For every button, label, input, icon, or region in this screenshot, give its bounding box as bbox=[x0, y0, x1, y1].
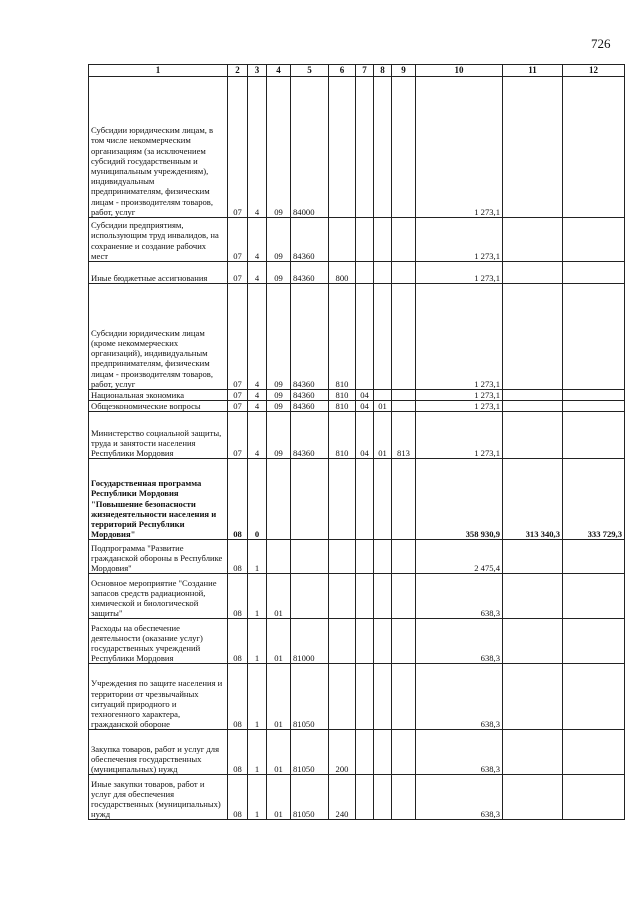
cell-col-5: 84000 bbox=[291, 77, 329, 218]
cell-col-2: 07 bbox=[228, 412, 248, 459]
cell-col-8 bbox=[374, 262, 392, 284]
cell-col-10: 638,3 bbox=[416, 574, 503, 619]
cell-col-9: 813 bbox=[392, 412, 416, 459]
column-header-5: 5 bbox=[291, 65, 329, 77]
column-header-9: 9 bbox=[392, 65, 416, 77]
cell-col-4: 09 bbox=[267, 412, 291, 459]
cell-col-3: 1 bbox=[248, 730, 267, 775]
row-name-cell: Национальная экономика bbox=[89, 390, 228, 401]
cell-col-11: 313 340,3 bbox=[503, 459, 563, 540]
cell-col-12 bbox=[563, 664, 625, 730]
cell-col-8: 01 bbox=[374, 401, 392, 412]
cell-col-2: 08 bbox=[228, 574, 248, 619]
cell-col-4: 09 bbox=[267, 401, 291, 412]
cell-col-5: 84360 bbox=[291, 262, 329, 284]
row-name-cell: Подпрограмма "Развитие гражданской обороны в Республике Мордовия" bbox=[89, 540, 228, 574]
cell-col-8 bbox=[374, 390, 392, 401]
row-name-cell: Министерство социальной защиты, труда и занятости населения Республики Мордовия bbox=[89, 412, 228, 459]
cell-col-7 bbox=[356, 262, 374, 284]
cell-col-11 bbox=[503, 619, 563, 664]
cell-col-6: 200 bbox=[329, 730, 356, 775]
table-row bbox=[89, 284, 625, 390]
cell-col-5: 81050 bbox=[291, 775, 329, 820]
cell-col-8 bbox=[374, 540, 392, 574]
cell-col-8 bbox=[374, 619, 392, 664]
cell-col-7 bbox=[356, 775, 374, 820]
cell-col-10: 2 475,4 bbox=[416, 540, 503, 574]
column-header-12: 12 bbox=[563, 65, 625, 77]
cell-col-9 bbox=[392, 619, 416, 664]
cell-col-2: 08 bbox=[228, 775, 248, 820]
cell-col-3: 1 bbox=[248, 540, 267, 574]
table-row bbox=[89, 218, 625, 262]
table-row bbox=[89, 77, 625, 218]
cell-col-12: 333 729,3 bbox=[563, 459, 625, 540]
cell-col-12 bbox=[563, 262, 625, 284]
cell-col-7 bbox=[356, 218, 374, 262]
row-name-cell: Учреждения по защите населения и территории от чрезвычайных ситуаций природного и техногенного характера, гражданской обороне bbox=[89, 664, 228, 730]
cell-col-8 bbox=[374, 775, 392, 820]
cell-col-4 bbox=[267, 459, 291, 540]
cell-col-4: 09 bbox=[267, 77, 291, 218]
cell-col-6 bbox=[329, 619, 356, 664]
cell-col-9 bbox=[392, 262, 416, 284]
cell-col-2: 07 bbox=[228, 284, 248, 390]
cell-col-7 bbox=[356, 459, 374, 540]
cell-col-9 bbox=[392, 390, 416, 401]
cell-col-8 bbox=[374, 284, 392, 390]
table-body bbox=[89, 77, 625, 820]
cell-col-2: 08 bbox=[228, 664, 248, 730]
cell-col-12 bbox=[563, 730, 625, 775]
cell-col-7 bbox=[356, 619, 374, 664]
cell-col-2: 08 bbox=[228, 730, 248, 775]
cell-col-11 bbox=[503, 284, 563, 390]
cell-col-2: 07 bbox=[228, 262, 248, 284]
cell-col-8 bbox=[374, 574, 392, 619]
cell-col-6: 810 bbox=[329, 412, 356, 459]
cell-col-6: 810 bbox=[329, 284, 356, 390]
row-name-cell: Закупка товаров, работ и услуг для обеспечения государственных (муниципальных) нужд bbox=[89, 730, 228, 775]
cell-col-6: 800 bbox=[329, 262, 356, 284]
cell-col-3: 1 bbox=[248, 775, 267, 820]
cell-col-12 bbox=[563, 390, 625, 401]
row-name-cell: Общеэкономические вопросы bbox=[89, 401, 228, 412]
cell-col-8: 01 bbox=[374, 412, 392, 459]
cell-col-6: 240 bbox=[329, 775, 356, 820]
cell-col-6 bbox=[329, 77, 356, 218]
budget-table bbox=[88, 64, 625, 820]
column-header-7: 7 bbox=[356, 65, 374, 77]
row-name-cell: Субсидии юридическим лицам (кроме некоммерческих организаций), индивидуальным предпринимателям, физическим лицам - производителям товаров, работ, услуг bbox=[89, 284, 228, 390]
cell-col-8 bbox=[374, 730, 392, 775]
cell-col-9 bbox=[392, 540, 416, 574]
cell-col-10: 1 273,1 bbox=[416, 284, 503, 390]
column-header-4: 4 bbox=[267, 65, 291, 77]
table-row bbox=[89, 412, 625, 459]
cell-col-8 bbox=[374, 77, 392, 218]
cell-col-3: 1 bbox=[248, 664, 267, 730]
cell-col-6: 810 bbox=[329, 401, 356, 412]
cell-col-4: 09 bbox=[267, 390, 291, 401]
cell-col-4: 09 bbox=[267, 284, 291, 390]
table-row bbox=[89, 574, 625, 619]
cell-col-5: 84360 bbox=[291, 218, 329, 262]
cell-col-11 bbox=[503, 262, 563, 284]
cell-col-9 bbox=[392, 284, 416, 390]
cell-col-3: 1 bbox=[248, 619, 267, 664]
cell-col-4: 01 bbox=[267, 664, 291, 730]
table-row bbox=[89, 540, 625, 574]
cell-col-8 bbox=[374, 218, 392, 262]
table-row bbox=[89, 401, 625, 412]
row-name-cell: Субсидии предприятиям, использующим труд инвалидов, на сохранение и создание рабочих мест bbox=[89, 218, 228, 262]
cell-col-9 bbox=[392, 459, 416, 540]
cell-col-6 bbox=[329, 459, 356, 540]
table-row bbox=[89, 775, 625, 820]
cell-col-5: 84360 bbox=[291, 390, 329, 401]
cell-col-12 bbox=[563, 218, 625, 262]
cell-col-10: 638,3 bbox=[416, 619, 503, 664]
cell-col-4 bbox=[267, 540, 291, 574]
column-header-1: 1 bbox=[89, 65, 228, 77]
cell-col-11 bbox=[503, 574, 563, 619]
cell-col-3: 1 bbox=[248, 574, 267, 619]
cell-col-12 bbox=[563, 775, 625, 820]
column-header-2: 2 bbox=[228, 65, 248, 77]
cell-col-5: 84360 bbox=[291, 401, 329, 412]
row-name-cell: Государственная программа Республики Мордовия "Повышение безопасности жизнедеятельности населения и территорий Республики Мордовия" bbox=[89, 459, 228, 540]
cell-col-4: 01 bbox=[267, 574, 291, 619]
cell-col-10: 638,3 bbox=[416, 664, 503, 730]
cell-col-5: 84360 bbox=[291, 412, 329, 459]
page-number: 726 bbox=[591, 36, 611, 51]
cell-col-5 bbox=[291, 574, 329, 619]
cell-col-9 bbox=[392, 218, 416, 262]
cell-col-7: 04 bbox=[356, 401, 374, 412]
row-name-cell: Иные закупки товаров, работ и услуг для обеспечения государственных (муниципальных) нужд bbox=[89, 775, 228, 820]
cell-col-4: 01 bbox=[267, 730, 291, 775]
column-header-8: 8 bbox=[374, 65, 392, 77]
cell-col-3: 4 bbox=[248, 262, 267, 284]
cell-col-12 bbox=[563, 412, 625, 459]
cell-col-6 bbox=[329, 664, 356, 730]
cell-col-7 bbox=[356, 77, 374, 218]
cell-col-12 bbox=[563, 574, 625, 619]
cell-col-11 bbox=[503, 401, 563, 412]
cell-col-8 bbox=[374, 459, 392, 540]
cell-col-12 bbox=[563, 77, 625, 218]
table-row bbox=[89, 619, 625, 664]
cell-col-10: 1 273,1 bbox=[416, 77, 503, 218]
cell-col-10: 1 273,1 bbox=[416, 262, 503, 284]
cell-col-6: 810 bbox=[329, 390, 356, 401]
cell-col-5: 81000 bbox=[291, 619, 329, 664]
cell-col-5: 81050 bbox=[291, 664, 329, 730]
cell-col-3: 4 bbox=[248, 284, 267, 390]
cell-col-5 bbox=[291, 459, 329, 540]
table-row bbox=[89, 390, 625, 401]
table-row bbox=[89, 730, 625, 775]
cell-col-9 bbox=[392, 730, 416, 775]
cell-col-11 bbox=[503, 218, 563, 262]
cell-col-10: 1 273,1 bbox=[416, 218, 503, 262]
cell-col-6 bbox=[329, 218, 356, 262]
cell-col-3: 4 bbox=[248, 390, 267, 401]
table-row bbox=[89, 459, 625, 540]
cell-col-11 bbox=[503, 390, 563, 401]
cell-col-3: 4 bbox=[248, 218, 267, 262]
cell-col-11 bbox=[503, 775, 563, 820]
cell-col-4: 01 bbox=[267, 619, 291, 664]
cell-col-7: 04 bbox=[356, 412, 374, 459]
cell-col-9 bbox=[392, 77, 416, 218]
cell-col-2: 08 bbox=[228, 619, 248, 664]
cell-col-7 bbox=[356, 540, 374, 574]
cell-col-2: 07 bbox=[228, 218, 248, 262]
column-header-10: 10 bbox=[416, 65, 503, 77]
cell-col-10: 1 273,1 bbox=[416, 401, 503, 412]
table-row bbox=[89, 664, 625, 730]
cell-col-2: 07 bbox=[228, 77, 248, 218]
row-name-cell: Субсидии юридическим лицам, в том числе некоммерческим организациям (за исключением субсидий государственным и муниципальным учреждениям), индивидуальным предпринимателям, физическим лицам - производителям товаров, работ, услуг bbox=[89, 77, 228, 218]
cell-col-7 bbox=[356, 730, 374, 775]
cell-col-10: 1 273,1 bbox=[416, 390, 503, 401]
cell-col-7: 04 bbox=[356, 390, 374, 401]
cell-col-4: 01 bbox=[267, 775, 291, 820]
row-name-cell: Основное мероприятие "Создание запасов средств радиационной, химической и биологической защиты" bbox=[89, 574, 228, 619]
column-header-11: 11 bbox=[503, 65, 563, 77]
cell-col-9 bbox=[392, 401, 416, 412]
cell-col-7 bbox=[356, 574, 374, 619]
cell-col-9 bbox=[392, 775, 416, 820]
cell-col-11 bbox=[503, 540, 563, 574]
column-header-6: 6 bbox=[329, 65, 356, 77]
cell-col-2: 07 bbox=[228, 390, 248, 401]
cell-col-12 bbox=[563, 401, 625, 412]
cell-col-3: 4 bbox=[248, 77, 267, 218]
cell-col-3: 0 bbox=[248, 459, 267, 540]
cell-col-9 bbox=[392, 574, 416, 619]
cell-col-12 bbox=[563, 540, 625, 574]
cell-col-2: 08 bbox=[228, 540, 248, 574]
cell-col-2: 07 bbox=[228, 401, 248, 412]
cell-col-4: 09 bbox=[267, 218, 291, 262]
cell-col-11 bbox=[503, 730, 563, 775]
cell-col-6 bbox=[329, 540, 356, 574]
cell-col-5 bbox=[291, 540, 329, 574]
cell-col-9 bbox=[392, 664, 416, 730]
row-name-cell: Расходы на обеспечение деятельности (оказание услуг) государственных учреждений Республики Мордовия bbox=[89, 619, 228, 664]
cell-col-3: 4 bbox=[248, 412, 267, 459]
cell-col-11 bbox=[503, 77, 563, 218]
header-row bbox=[89, 65, 625, 77]
cell-col-12 bbox=[563, 619, 625, 664]
cell-col-11 bbox=[503, 412, 563, 459]
cell-col-10: 638,3 bbox=[416, 730, 503, 775]
cell-col-7 bbox=[356, 664, 374, 730]
cell-col-7 bbox=[356, 284, 374, 390]
cell-col-2: 08 bbox=[228, 459, 248, 540]
cell-col-6 bbox=[329, 574, 356, 619]
cell-col-3: 4 bbox=[248, 401, 267, 412]
row-name-cell: Иные бюджетные ассигнования bbox=[89, 262, 228, 284]
cell-col-10: 1 273,1 bbox=[416, 412, 503, 459]
cell-col-10: 358 930,9 bbox=[416, 459, 503, 540]
cell-col-5: 84360 bbox=[291, 284, 329, 390]
cell-col-4: 09 bbox=[267, 262, 291, 284]
column-header-3: 3 bbox=[248, 65, 267, 77]
cell-col-5: 81050 bbox=[291, 730, 329, 775]
table-row bbox=[89, 262, 625, 284]
cell-col-8 bbox=[374, 664, 392, 730]
cell-col-11 bbox=[503, 664, 563, 730]
cell-col-10: 638,3 bbox=[416, 775, 503, 820]
cell-col-12 bbox=[563, 284, 625, 390]
